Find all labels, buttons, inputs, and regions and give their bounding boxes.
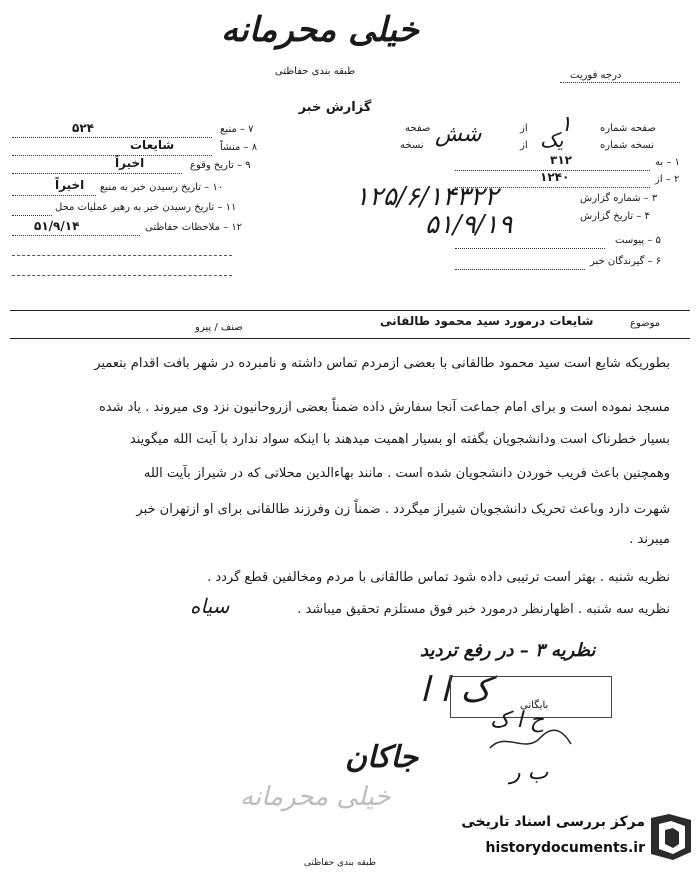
source-line	[12, 137, 212, 138]
body-line: بطوریکه شایع است سید محمود طالقانی با بعضی ازمردم تماس داشته و نامبرده در شهر بافت اقدام بتعمیر	[94, 356, 670, 371]
from-label: ۲ – از	[655, 174, 680, 185]
body-line: بسیار خطرناک است ودانشجویان بگفته او بسیار اهمیت میدهند با اینکه سواد ندارد با آیت الله میگویند	[129, 432, 670, 447]
margin-note: نظریه ۳ – در رفع تردید	[420, 640, 596, 661]
priority-label: درجه فوریت	[570, 70, 622, 81]
signature-mark: سیاه	[190, 594, 230, 618]
opinion-line: نظریه سه شنبه . اظهارنظر درمورد خبر فوق مستلزم تحقیق میباشد .	[297, 602, 670, 617]
archive-emblem-icon	[647, 812, 695, 862]
signature-mark: ح ا ک	[490, 708, 544, 733]
occurrence-value: اخیراً	[115, 156, 145, 170]
report-date-label: ۴ – تاریخ گزارش	[580, 211, 650, 222]
security-notes-value: ۵۱/۹/۱۴	[34, 219, 80, 233]
report-number-hw: ۱۲۵/۶/۱۴۳۲۲	[355, 182, 499, 212]
recipients-label: ۶ – گیرندگان خبر	[590, 256, 662, 267]
sect-label: صنف / پیرو	[195, 322, 243, 333]
received-source-label: ۱۰ – تاریخ رسیدن خبر به منبع	[100, 182, 224, 193]
copy-total-hw: شش	[435, 122, 482, 147]
report-title: گزارش خبر	[298, 100, 372, 115]
handwritten-scribble	[485, 726, 575, 756]
copy-unit-label: نسخه	[400, 140, 424, 151]
subject-value: شایعات درمورد سید محمود طالقانی	[380, 314, 594, 328]
page-from-label: از	[520, 123, 528, 134]
faded-watermark: خیلی محرمانه	[240, 782, 391, 812]
footer-classification: طبقه بندی حفاظتی	[303, 858, 377, 868]
registry-stamp-text: بایگانی	[520, 700, 549, 711]
blank-line-2	[12, 275, 232, 276]
classification-heading: خیلی محرمانه	[221, 10, 419, 50]
body-line: شهرت دارد وباعث تحریک دانشجویان شیراز میگردد . ضمناً زن وفرزند طالقانی برای او ازتهران خبر	[136, 502, 670, 517]
attachment-line	[455, 248, 605, 249]
blank-line-1	[12, 255, 232, 256]
subject-top-rule	[10, 310, 690, 311]
origin-line	[12, 155, 212, 156]
subject-bottom-rule	[10, 338, 690, 339]
body-line: مسجد نموده است و برای امام جماعت آنجا سفارش داده ضمناً بعضی ازروحانیون نزد وی میروند . یاد شده	[98, 400, 670, 415]
recipients-line	[455, 269, 585, 270]
signature-mark: ب ر	[510, 760, 549, 785]
priority-line	[560, 82, 680, 83]
page-unit-label: صفحه	[405, 123, 431, 134]
subject-label: موضوع	[630, 318, 661, 329]
to-label: ۱ – به	[655, 157, 680, 168]
source-value: ۵۲۴	[72, 121, 94, 135]
copy-from-label: از	[520, 140, 528, 151]
origin-label: ۸ – منشاً	[220, 142, 258, 153]
body-line: وهمچنین باعث فریب خوردن دانشجویان شده است . مانند بهاءالدین محلاتی که در شیراز بآیت الله	[143, 466, 670, 481]
occurrence-line	[12, 173, 182, 174]
archive-url: historydocuments.ir	[485, 840, 645, 856]
page-number-label: صفحه شماره	[600, 123, 656, 134]
security-notes-line	[12, 235, 140, 236]
signature-mark: ک ا ا	[420, 670, 491, 710]
report-date-hw: ۵۱/۹/۱۹	[425, 210, 513, 240]
to-value: ۳۱۲	[550, 153, 572, 167]
received-local-label: ۱۱ – تاریخ رسیدن خبر به رهبر عملیات محل	[55, 202, 237, 213]
source-label: ۷ – منبع	[220, 124, 254, 135]
body-line: میبرند .	[629, 532, 670, 547]
received-local-line	[12, 215, 52, 216]
attachment-label: ۵ – پیوست	[615, 235, 661, 246]
archive-name: مرکز بررسی اسناد تاریخی	[461, 814, 645, 830]
copy-number-label: نسخه شماره	[600, 140, 654, 151]
opinion-line: نظریه شنبه . بهتر است ترتیبی داده شود تماس طالقانی با مردم ومخالفین قطع گردد .	[207, 570, 670, 585]
archive-logo	[425, 810, 697, 866]
origin-value: شایعات	[130, 138, 175, 152]
security-notes-label: ۱۲ – ملاحظات حفاظتی	[145, 222, 243, 233]
classification-subtitle: طبقه بندی حفاظتی	[274, 66, 356, 77]
occurrence-label: ۹ – تاریخ وقوع	[190, 160, 251, 171]
received-source-value: اخیراً	[55, 178, 85, 192]
from-value: ۱۲۴۰	[540, 170, 570, 184]
page-number-hw: ۱	[560, 112, 572, 137]
received-source-line	[12, 195, 96, 196]
report-number-label: ۳ – شماره گزارش	[580, 193, 658, 204]
signature-mark: جاکان	[345, 740, 419, 775]
copy-number-hw: یک	[540, 128, 564, 152]
